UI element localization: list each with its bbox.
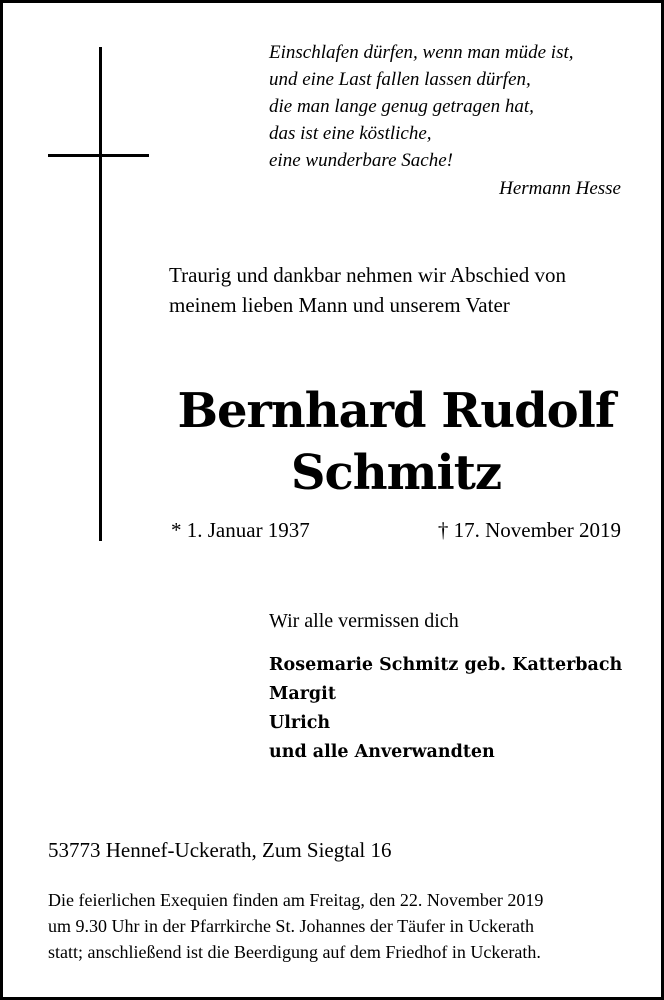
farewell-intro — [169, 260, 639, 320]
intro-line: Traurig und dankbar nehmen wir Abschied von — [169, 263, 566, 287]
notice-line: um 9.30 Uhr in der Pfarrkirche St. Johannes der Täufer in Uckerath — [48, 916, 535, 936]
deceased-name-line: Schmitz — [290, 445, 502, 501]
funeral-notice — [48, 887, 638, 965]
poem-author: Hermann Hesse — [499, 178, 621, 199]
notice-line: statt; anschließend ist die Beerdigung auf dem Friedhof in Uckerath. — [48, 942, 541, 962]
poem-line: und eine Last fallen lassen dürfen, — [269, 69, 531, 90]
poem-line: das ist eine köstliche, — [269, 123, 432, 144]
intro-line: meinem lieben Mann und unserem Vater — [169, 293, 510, 317]
death-date: † 17. November 2019 — [437, 518, 621, 542]
family-address: 53773 Hennef-Uckerath, Zum Siegtal 16 — [48, 838, 392, 862]
mourner-name: Margit — [269, 684, 336, 704]
notice-line: Die feierlichen Exequien finden am Freitag, den 22. November 2019 — [48, 890, 544, 910]
mourner-name: Ulrich — [269, 713, 331, 733]
mourners-list — [269, 651, 649, 767]
cross-vertical-bar — [99, 47, 102, 541]
mourner-name: und alle Anverwandten — [269, 742, 495, 762]
birth-date: * 1. Januar 1937 — [171, 518, 310, 542]
poem-line: die man lange genug getragen hat, — [269, 96, 534, 117]
mourner-name: Rosemarie Schmitz geb. Katterbach — [269, 655, 623, 675]
mourners-intro: Wir alle vermissen dich — [269, 610, 459, 632]
poem-line: Einschlafen dürfen, wenn man müde ist, — [269, 42, 574, 63]
deceased-name — [159, 380, 633, 504]
deceased-name-line: Bernhard Rudolf — [177, 383, 615, 439]
poem-line: eine wunderbare Sache! — [269, 150, 453, 171]
poem-quote — [269, 39, 629, 174]
cross-horizontal-bar — [48, 154, 149, 157]
